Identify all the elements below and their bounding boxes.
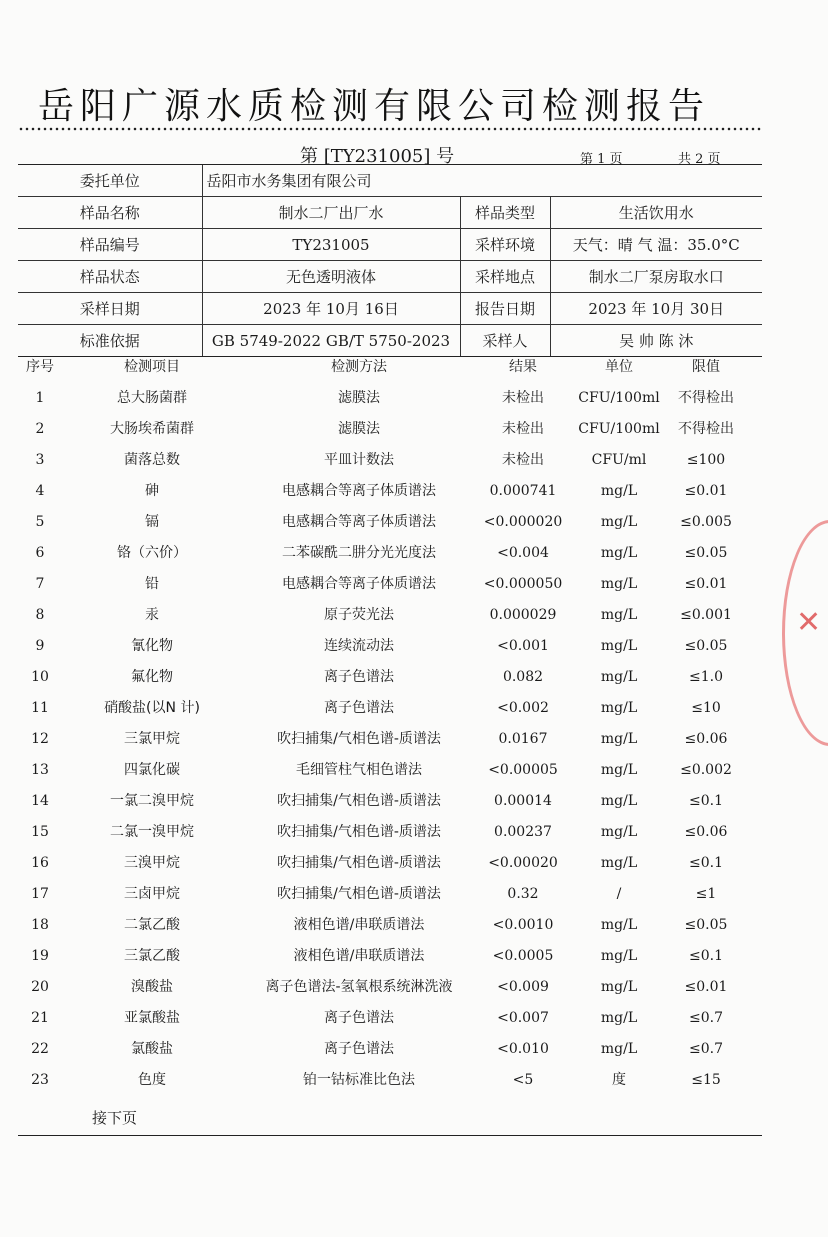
table-row (18, 600, 762, 631)
row-item: 亚氯酸盐 (124, 1010, 180, 1026)
row-no: 8 (35, 607, 45, 623)
row-item: 砷 (145, 483, 159, 499)
client-label: 委托单位 (18, 165, 202, 197)
results-body (18, 383, 762, 1096)
sampler-label: 采样人 (460, 325, 550, 357)
row-item: 四氯化碳 (124, 762, 180, 778)
row-item: 三氯甲烷 (124, 731, 180, 747)
row-limit: ≤100 (686, 452, 726, 468)
env-label: 采样环境 (460, 229, 550, 261)
row-no: 5 (35, 514, 45, 530)
row-no: 1 (35, 390, 45, 406)
row-item: 铅 (145, 576, 159, 592)
row-unit: mg/L (600, 669, 638, 685)
table-row (18, 972, 762, 1003)
table-row (18, 786, 762, 817)
row-method: 吹扫捕集/气相色谱-质谱法 (277, 824, 441, 840)
row-result: <0.002 (497, 700, 549, 716)
row-limit: ≤10 (691, 700, 721, 716)
row-item: 铬（六价） (117, 545, 187, 561)
row-result: 0.32 (507, 886, 539, 902)
row-method: 吹扫捕集/气相色谱-质谱法 (277, 731, 441, 747)
results-header-row (18, 352, 762, 383)
row-unit: mg/L (600, 514, 638, 530)
row-result: <0.0005 (492, 948, 554, 964)
row-limit: ≤0.002 (680, 762, 732, 778)
row-no: 18 (31, 917, 49, 933)
row-result: 0.000029 (489, 607, 557, 623)
row-result: 0.000741 (489, 483, 557, 499)
row-no: 2 (35, 421, 45, 437)
row-limit: ≤0.1 (689, 793, 723, 809)
table-row (18, 755, 762, 786)
header-unit: 单位 (605, 359, 633, 375)
state-value: 无色透明液体 (202, 261, 460, 293)
row-no: 15 (31, 824, 49, 840)
row-limit: 不得检出 (678, 421, 734, 437)
sample-name-value: 制水二厂出厂水 (202, 197, 460, 229)
sample-type-label: 样品类型 (460, 197, 550, 229)
row-result: 未检出 (502, 390, 544, 406)
row-limit: ≤0.7 (689, 1041, 723, 1057)
info-row-sample-name (18, 197, 762, 229)
row-result: <0.001 (497, 638, 549, 654)
row-limit: ≤0.06 (684, 731, 728, 747)
row-unit: mg/L (600, 638, 638, 654)
row-result: 0.0167 (498, 731, 548, 747)
row-no: 22 (31, 1041, 49, 1057)
row-method: 电感耦合等离子体质谱法 (282, 576, 436, 592)
sample-name-label: 样品名称 (18, 197, 202, 229)
row-limit: ≤0.05 (684, 638, 728, 654)
row-method: 二苯碳酰二肼分光光度法 (282, 545, 436, 561)
row-unit: mg/L (600, 483, 638, 499)
dotted-divider (18, 127, 762, 131)
row-item: 三溴甲烷 (124, 855, 180, 871)
row-item: 总大肠菌群 (117, 390, 187, 406)
row-method: 液相色谱/串联质谱法 (293, 948, 425, 964)
row-limit: ≤0.06 (684, 824, 728, 840)
row-limit: ≤0.01 (684, 979, 728, 995)
row-item: 二氯一溴甲烷 (110, 824, 194, 840)
sample-code-value: TY231005 (202, 229, 460, 261)
page-title: 岳阳广源水质检测有限公司检测报告 (38, 86, 711, 127)
row-method: 连续流动法 (324, 638, 394, 654)
row-result: <0.009 (497, 979, 549, 995)
row-method: 吹扫捕集/气相色谱-质谱法 (277, 855, 441, 871)
table-row (18, 848, 762, 879)
row-result: <0.0010 (492, 917, 554, 933)
row-limit: ≤0.1 (689, 855, 723, 871)
row-unit: mg/L (600, 731, 638, 747)
row-method: 离子色谱法 (324, 1010, 394, 1026)
row-result: <0.000050 (483, 576, 563, 592)
row-item: 氯酸盐 (131, 1041, 173, 1057)
sampling-date-value: 2023 年 10月 16日 (202, 293, 460, 325)
row-no: 6 (35, 545, 45, 561)
sampling-date-label: 采样日期 (18, 293, 202, 325)
sample-code-label: 样品编号 (18, 229, 202, 261)
row-unit: mg/L (600, 917, 638, 933)
row-result: <5 (512, 1072, 534, 1088)
row-item: 氰化物 (131, 638, 173, 654)
results-table (18, 352, 762, 1096)
row-limit: ≤1 (695, 886, 717, 902)
row-unit: mg/L (600, 607, 638, 623)
state-label: 样品状态 (18, 261, 202, 293)
row-unit: mg/L (600, 979, 638, 995)
table-row (18, 507, 762, 538)
row-method: 离子色谱法-氢氧根系统淋洗液 (265, 979, 453, 995)
table-row (18, 941, 762, 972)
row-unit: mg/L (600, 700, 638, 716)
row-unit: / (616, 886, 622, 902)
table-row (18, 1065, 762, 1096)
table-row (18, 1003, 762, 1034)
info-row-sample-code (18, 229, 762, 261)
row-result: 未检出 (502, 452, 544, 468)
site-value: 制水二厂泵房取水口 (550, 261, 762, 293)
row-method: 吹扫捕集/气相色谱-质谱法 (277, 886, 441, 902)
row-unit: 度 (612, 1072, 626, 1088)
table-row (18, 445, 762, 476)
row-method: 滤膜法 (338, 421, 380, 437)
row-unit: mg/L (600, 855, 638, 871)
row-method: 铂一钴标准比色法 (303, 1072, 415, 1088)
client-value: 岳阳市水务集团有限公司 (202, 165, 762, 197)
row-no: 4 (35, 483, 45, 499)
row-limit: ≤0.7 (689, 1010, 723, 1026)
standard-value: GB 5749-2022 GB/T 5750-2023 (202, 325, 460, 357)
row-limit: ≤0.05 (684, 917, 728, 933)
row-limit: ≤1.0 (689, 669, 723, 685)
row-limit: ≤0.005 (680, 514, 732, 530)
header-method: 检测方法 (331, 359, 387, 375)
row-limit: ≤0.001 (680, 607, 732, 623)
table-row (18, 879, 762, 910)
sample-info-table (18, 164, 762, 357)
table-row (18, 817, 762, 848)
sample-type-value: 生活饮用水 (550, 197, 762, 229)
row-no: 7 (35, 576, 45, 592)
row-no: 13 (31, 762, 49, 778)
row-no: 23 (31, 1072, 49, 1088)
row-no: 19 (31, 948, 49, 964)
row-method: 滤膜法 (338, 390, 380, 406)
row-unit: CFU/ml (591, 452, 647, 468)
row-result: <0.00020 (488, 855, 558, 871)
report-date-label: 报告日期 (460, 293, 550, 325)
row-result: <0.00005 (488, 762, 558, 778)
header-no: 序号 (26, 359, 54, 375)
row-unit: mg/L (600, 576, 638, 592)
report-date-value: 2023 年 10月 30日 (550, 293, 762, 325)
row-method: 离子色谱法 (324, 1041, 394, 1057)
row-item: 一氯二溴甲烷 (110, 793, 194, 809)
seal-star-icon: ✕ (796, 605, 822, 640)
row-result: 0.00014 (494, 793, 552, 809)
standard-label: 标准依据 (18, 325, 202, 357)
page-number: 第 1 页 (580, 152, 623, 167)
row-unit: mg/L (600, 793, 638, 809)
row-no: 14 (31, 793, 49, 809)
row-unit: mg/L (600, 545, 638, 561)
table-row (18, 724, 762, 755)
row-unit: CFU/100ml (578, 390, 660, 406)
row-method: 吹扫捕集/气相色谱-质谱法 (277, 793, 441, 809)
sampler-value: 吴 帅 陈 沐 (550, 325, 762, 357)
row-item: 镉 (145, 514, 159, 530)
row-result: <0.007 (497, 1010, 549, 1026)
table-row (18, 910, 762, 941)
page-total: 共 2 页 (678, 152, 721, 167)
row-result: 0.00237 (494, 824, 552, 840)
row-result: <0.000020 (483, 514, 563, 530)
row-result: 未检出 (502, 421, 544, 437)
row-no: 11 (31, 700, 49, 716)
row-unit: mg/L (600, 1010, 638, 1026)
row-method: 液相色谱/串联质谱法 (293, 917, 425, 933)
table-row (18, 1034, 762, 1065)
row-method: 平皿计数法 (324, 452, 394, 468)
row-item: 溴酸盐 (131, 979, 173, 995)
row-limit: ≤0.05 (684, 545, 728, 561)
row-unit: mg/L (600, 1041, 638, 1057)
row-item: 大肠埃希菌群 (110, 421, 194, 437)
info-row-dates (18, 293, 762, 325)
row-unit: mg/L (600, 948, 638, 964)
row-item: 二氯乙酸 (124, 917, 180, 933)
report-number: 第 [TY231005] 号 (300, 146, 455, 167)
row-limit: ≤15 (691, 1072, 721, 1088)
row-no: 21 (31, 1010, 49, 1026)
row-method: 电感耦合等离子体质谱法 (282, 483, 436, 499)
row-no: 16 (31, 855, 49, 871)
row-method: 电感耦合等离子体质谱法 (282, 514, 436, 530)
row-item: 三氯乙酸 (124, 948, 180, 964)
table-row (18, 414, 762, 445)
row-no: 17 (31, 886, 49, 902)
row-no: 9 (35, 638, 45, 654)
table-row (18, 693, 762, 724)
row-limit: 不得检出 (678, 390, 734, 406)
header-limit: 限值 (692, 359, 720, 375)
row-result: 0.082 (502, 669, 544, 685)
row-method: 毛细管柱气相色谱法 (296, 762, 422, 778)
row-limit: ≤0.1 (689, 948, 723, 964)
row-item: 三卤甲烷 (124, 886, 180, 902)
header-result: 结果 (509, 359, 537, 375)
env-value: 天气：晴 气 温：35.0°C (550, 229, 762, 261)
row-no: 20 (31, 979, 49, 995)
row-unit: mg/L (600, 762, 638, 778)
header-item: 检测项目 (124, 359, 180, 375)
row-limit: ≤0.01 (684, 576, 728, 592)
bottom-divider (18, 1135, 762, 1136)
row-unit: mg/L (600, 824, 638, 840)
row-item: 汞 (145, 607, 159, 623)
row-item: 氟化物 (131, 669, 173, 685)
table-row (18, 662, 762, 693)
table-row (18, 538, 762, 569)
row-method: 离子色谱法 (324, 700, 394, 716)
row-result: <0.010 (497, 1041, 549, 1057)
row-item: 硝酸盐(以N 计) (104, 700, 200, 716)
table-row (18, 476, 762, 507)
table-row (18, 383, 762, 414)
row-item: 色度 (138, 1072, 166, 1088)
row-result: <0.004 (497, 545, 549, 561)
row-method: 离子色谱法 (324, 669, 394, 685)
info-row-state (18, 261, 762, 293)
row-item: 菌落总数 (124, 452, 180, 468)
table-row (18, 631, 762, 662)
row-no: 10 (31, 669, 49, 685)
table-row (18, 569, 762, 600)
continue-note: 接下页 (92, 1109, 138, 1127)
row-no: 12 (31, 731, 49, 747)
row-unit: CFU/100ml (578, 421, 660, 437)
row-limit: ≤0.01 (684, 483, 728, 499)
info-row-client (18, 165, 762, 197)
row-method: 原子荧光法 (324, 607, 394, 623)
site-label: 采样地点 (460, 261, 550, 293)
row-no: 3 (35, 452, 45, 468)
